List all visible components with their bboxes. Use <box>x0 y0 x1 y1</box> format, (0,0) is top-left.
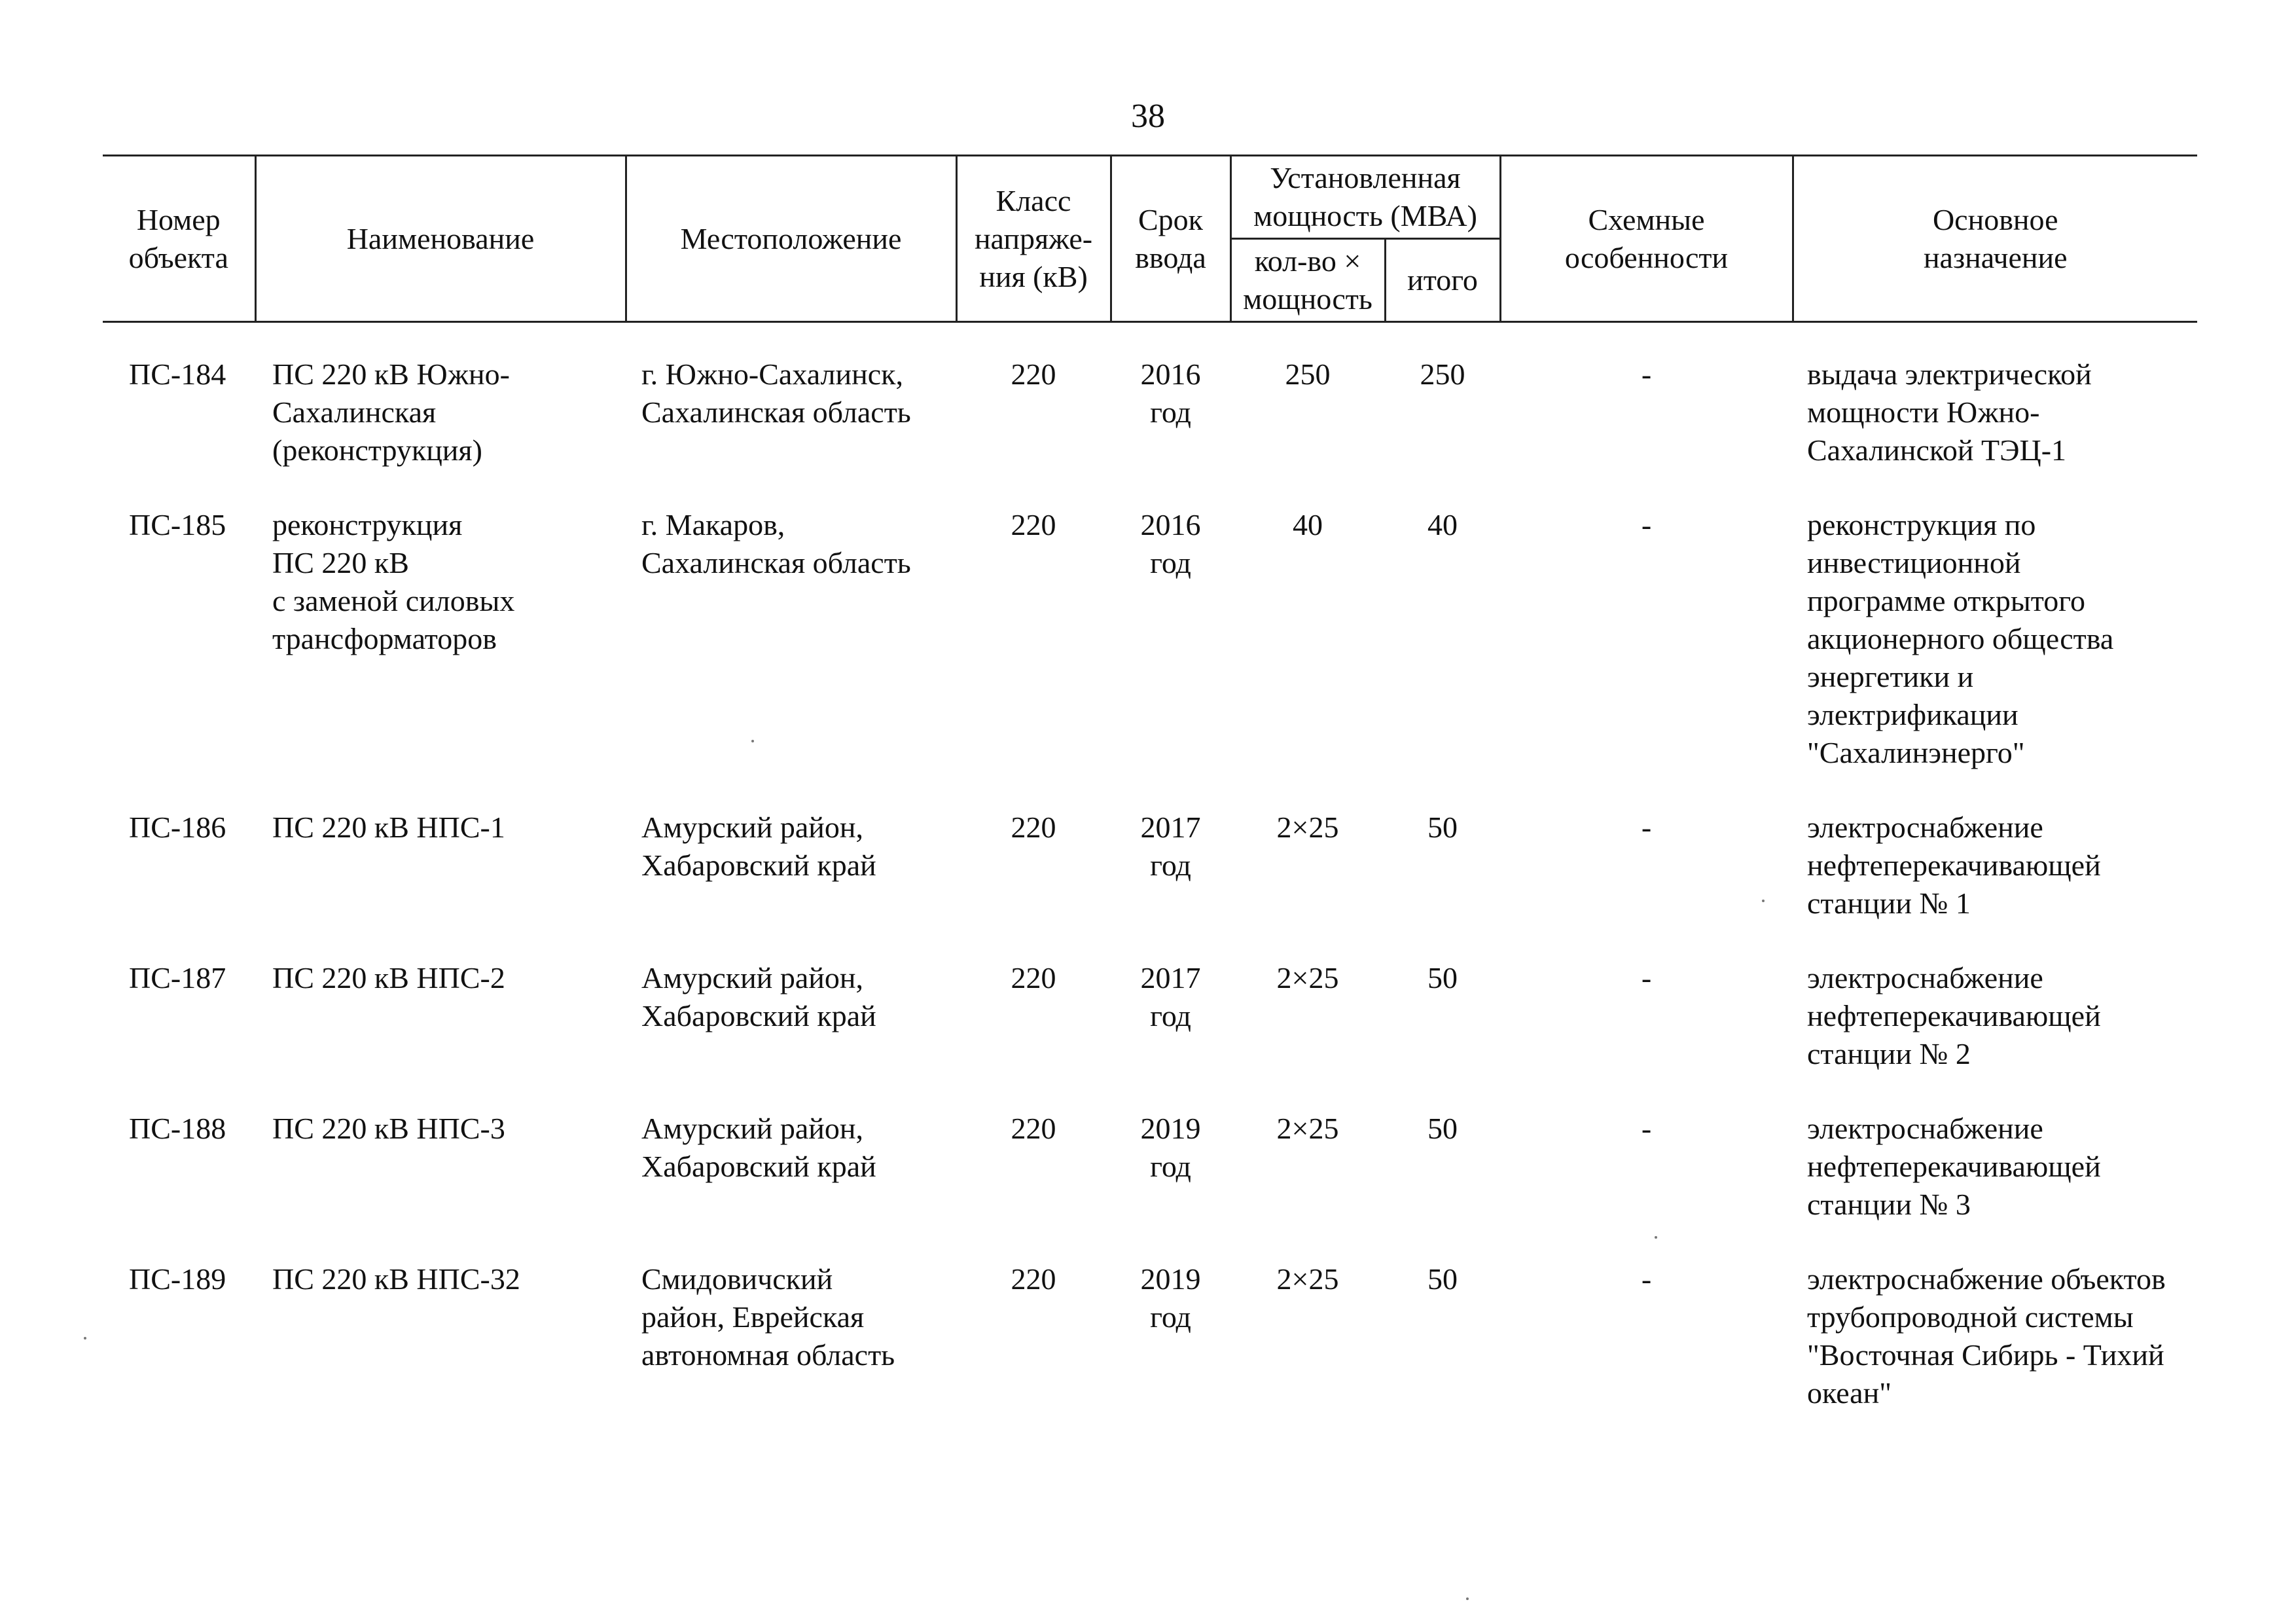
table-row <box>103 1110 2197 1260</box>
cell-total: 50 <box>1427 1262 1458 1296</box>
cell-name: ПС 220 кВ Южно- Сахалинская (реконструкция) <box>272 357 510 467</box>
header-purpose: Основное назначение <box>1793 156 2197 322</box>
cell-scheme: - <box>1641 961 1652 994</box>
header-number: Номер объекта <box>103 156 255 322</box>
cell-purpose: электроснабжение объектов трубопроводной системы "Восточная Сибирь - Тихий океан" <box>1807 1262 2166 1410</box>
cell-scheme: - <box>1641 811 1652 844</box>
cell-commissioning: 2019 год <box>1140 1112 1201 1183</box>
cell-total: 50 <box>1427 811 1458 844</box>
table-row <box>103 809 2197 959</box>
table-row <box>103 356 2197 506</box>
cell-name: ПС 220 кВ НПС-2 <box>272 961 505 994</box>
cell-voltage: 220 <box>1011 1112 1056 1145</box>
cell-number: ПС-187 <box>129 961 226 994</box>
cell-count-power: 40 <box>1293 508 1323 541</box>
cell-commissioning: 2019 год <box>1140 1262 1201 1334</box>
cell-count-power: 250 <box>1285 357 1331 391</box>
cell-purpose: электроснабжение нефтеперекачивающей станции № 3 <box>1807 1112 2101 1221</box>
scan-speck <box>1466 1597 1469 1600</box>
scan-speck <box>1762 900 1765 902</box>
cell-commissioning: 2016 год <box>1140 508 1201 579</box>
cell-voltage: 220 <box>1011 508 1056 541</box>
cell-commissioning: 2016 год <box>1140 357 1201 429</box>
cell-count-power: 2×25 <box>1276 1112 1339 1145</box>
cell-name: ПС 220 кВ НПС-3 <box>272 1112 505 1145</box>
header-capacity-count: кол-во × мощность <box>1230 239 1385 322</box>
cell-location: Амурский район, Хабаровский край <box>641 1112 876 1183</box>
scan-speck <box>84 1337 86 1340</box>
cell-location: Амурский район, Хабаровский край <box>641 961 876 1032</box>
cell-location: Амурский район, Хабаровский край <box>641 811 876 882</box>
table-row <box>103 959 2197 1110</box>
cell-location: г. Южно-Сахалинск, Сахалинская область <box>641 357 911 429</box>
table-header <box>103 156 2197 322</box>
cell-total: 40 <box>1427 508 1458 541</box>
cell-purpose: реконструкция по инвестиционной программе открытого акционерного общества энергетики и электрификации "Сахалинэнерго" <box>1807 508 2114 769</box>
cell-location: Смидовичский район, Еврейская автономная область <box>641 1262 895 1372</box>
scan-speck <box>751 740 754 742</box>
header-voltage: Класс напряже- ния (кВ) <box>956 156 1111 322</box>
header-capacity-total: итого <box>1385 239 1500 322</box>
header-commissioning: Срок ввода <box>1111 156 1230 322</box>
cell-scheme: - <box>1641 1262 1652 1296</box>
cell-number: ПС-185 <box>129 508 226 541</box>
table-row <box>103 1260 2197 1449</box>
cell-name: реконструкция ПС 220 кВ с заменой силовых трансформаторов <box>272 508 515 655</box>
cell-scheme: - <box>1641 357 1652 391</box>
cell-count-power: 2×25 <box>1276 1262 1339 1296</box>
cell-count-power: 2×25 <box>1276 811 1339 844</box>
cell-scheme: - <box>1641 1112 1652 1145</box>
cell-voltage: 220 <box>1011 357 1056 391</box>
header-name: Наименование <box>255 156 626 322</box>
cell-total: 250 <box>1420 357 1465 391</box>
cell-name: ПС 220 кВ НПС-32 <box>272 1262 520 1296</box>
cell-location: г. Макаров, Сахалинская область <box>641 508 911 579</box>
header-installed-capacity: Установленная мощность (МВА) <box>1230 156 1500 239</box>
cell-voltage: 220 <box>1011 961 1056 994</box>
cell-number: ПС-184 <box>129 357 226 391</box>
cell-name: ПС 220 кВ НПС-1 <box>272 811 505 844</box>
page-number: 38 <box>1131 98 1165 135</box>
cell-count-power: 2×25 <box>1276 961 1339 994</box>
cell-purpose: электроснабжение нефтеперекачивающей станции № 1 <box>1807 811 2101 920</box>
cell-total: 50 <box>1427 961 1458 994</box>
cell-commissioning: 2017 год <box>1140 811 1201 882</box>
table-row <box>103 506 2197 809</box>
table-body <box>103 322 2197 1450</box>
substations-table <box>103 155 2197 1449</box>
cell-voltage: 220 <box>1011 811 1056 844</box>
cell-voltage: 220 <box>1011 1262 1056 1296</box>
header-scheme: Схемные особенности <box>1500 156 1793 322</box>
cell-commissioning: 2017 год <box>1140 961 1201 1032</box>
header-location: Местоположение <box>626 156 956 322</box>
cell-purpose: выдача электрической мощности Южно- Сахалинской ТЭЦ-1 <box>1807 357 2092 467</box>
cell-purpose: электроснабжение нефтеперекачивающей станции № 2 <box>1807 961 2101 1070</box>
cell-scheme: - <box>1641 508 1652 541</box>
cell-number: ПС-188 <box>129 1112 226 1145</box>
cell-number: ПС-186 <box>129 811 226 844</box>
cell-number: ПС-189 <box>129 1262 226 1296</box>
cell-total: 50 <box>1427 1112 1458 1145</box>
scan-speck <box>1655 1236 1657 1239</box>
